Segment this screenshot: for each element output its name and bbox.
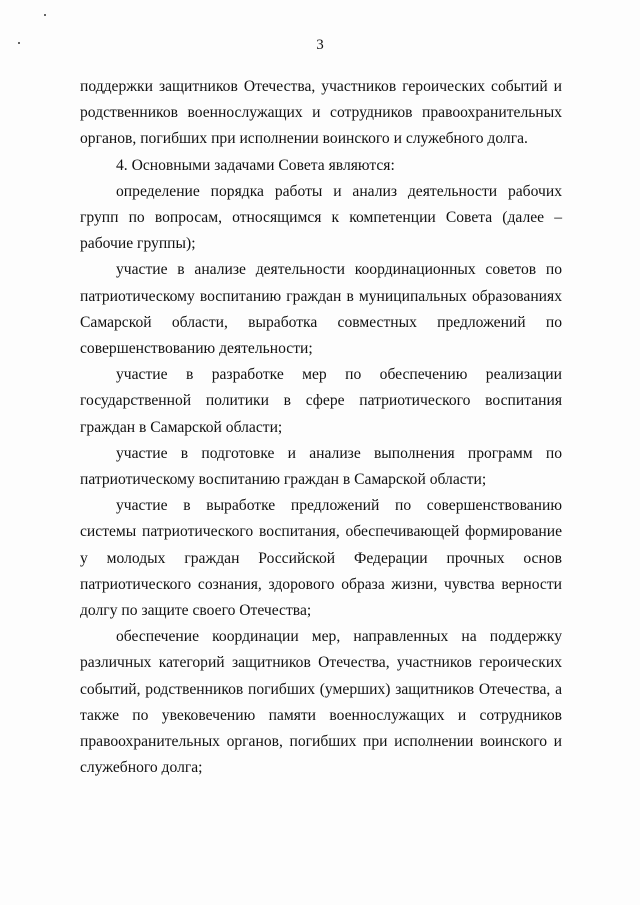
paragraph: участие в анализе деятельности координационных советов по патриотическому воспитанию граждан в муниципальных образованиях Самарской области, выработка совместных предложений по совершенствованию деятельности; (80, 261, 562, 358)
paragraph: обеспечение координации мер, направленных на поддержку различных категорий защитников Отечества, участников героических событий, родственников погибших (умерших) защитников Отечества, а также по увековечению памяти военнослужащих и сотрудников правоохранительных органов, погибших при исполнении воинского и служебного долга; (80, 628, 562, 777)
scan-speck (44, 14, 46, 16)
paragraph: участие в разработке мер по обеспечению реализации государственной политики в сфере патриотического воспитания граждан в Самарской области; (80, 366, 562, 436)
paragraph: участие в подготовке и анализе выполнения программ по патриотическому воспитанию граждан в Самарской области; (80, 444, 562, 489)
paragraph: определение порядка работы и анализ деятельности рабочих групп по вопросам, относящимся к компетенции Совета (далее – рабочие группы); (80, 182, 562, 253)
paragraph: 4. Основными задачами Совета являются: (116, 156, 395, 174)
page-number: 3 (316, 37, 324, 53)
paragraph: участие в выработке предложений по совершенствованию системы патриотического воспитания, обеспечивающей формирование у молодых граждан Российской Федерации прочных основ патриотического сознания, здорового образа жизни, чувства верности долгу по защите своего Отечества; (80, 497, 562, 620)
document-body (80, 74, 562, 781)
paragraph: поддержки защитников Отечества, участников героических событий и родственников военнослужащих и сотрудников правоохранительных органов, погибших при исполнении воинского и служебного долга. (80, 78, 562, 148)
